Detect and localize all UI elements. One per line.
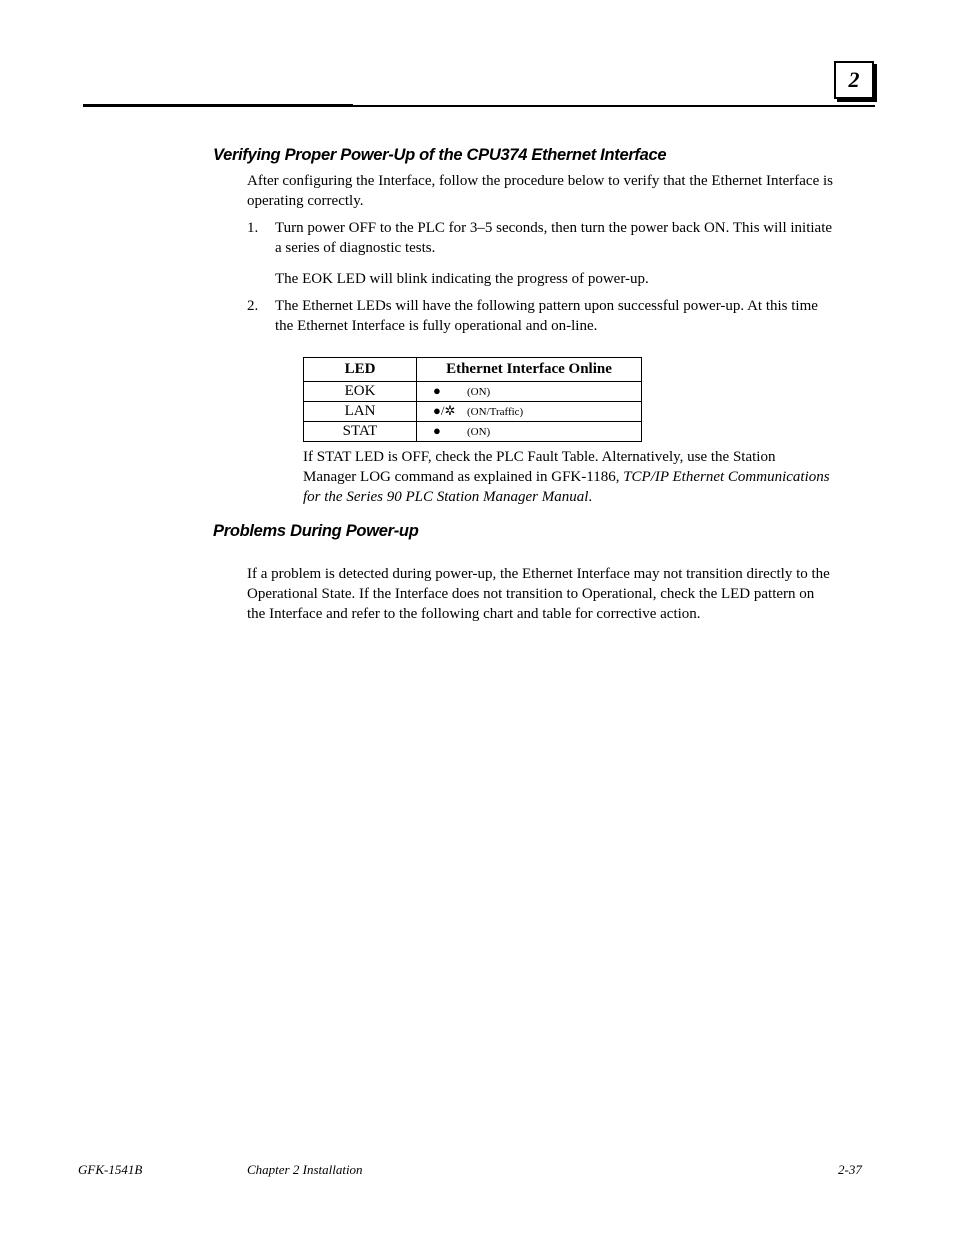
step-1-line-2: a series of diagnostic tests. (275, 240, 436, 256)
header-rule-accent (83, 104, 353, 107)
intro-line-2: operating correctly. (247, 193, 364, 209)
led-state-cell (417, 382, 642, 402)
step-1-line-1: Turn power OFF to the PLC for 3–5 seconds, then turn the power back ON. This will initiate (275, 220, 833, 236)
step-2-text (275, 296, 818, 336)
led-state: (ON/Traffic) (467, 406, 524, 418)
led-state: (ON) (467, 386, 491, 398)
footer-doc-id: GFK-1541B (78, 1162, 143, 1177)
intro-paragraph (247, 171, 833, 211)
footer-chapter: Chapter 2 Installation (247, 1162, 363, 1177)
stat-line-2: Manager LOG command as explained in GFK-1186, (303, 469, 624, 485)
led-name: LAN (304, 402, 417, 422)
section-heading-problems: Problems During Power-up (213, 522, 419, 540)
table-row (304, 382, 642, 402)
led-name: STAT (304, 422, 417, 442)
stat-led-paragraph (303, 447, 830, 507)
section-heading-power-up: Verifying Proper Power-Up of the CPU374 Ethernet Interface (213, 146, 667, 164)
problems-line-2: Operational State. If the Interface does not transition to Operational, check the LED pattern on (247, 586, 815, 602)
led-state-cell (417, 402, 642, 422)
intro-line-1: After configuring the Interface, follow the procedure below to verify that the Ethernet Interface is (247, 173, 833, 189)
header-ethernet-online: Ethernet Interface Online (417, 358, 642, 382)
table-row (304, 402, 642, 422)
led-name: EOK (304, 382, 417, 402)
manual-title-part-1: TCP/IP Ethernet Communications (623, 469, 830, 485)
chapter-number-box: 2 (834, 61, 874, 99)
manual-title-part-2: for the Series 90 PLC Station Manager Manual (303, 489, 589, 505)
step-2-line-1: The Ethernet LEDs will have the following pattern upon successful power-up. At this time (275, 298, 818, 314)
led-state-cell (417, 422, 642, 442)
led-on-icon: ● (433, 383, 441, 398)
problems-line-1: If a problem is detected during power-up, the Ethernet Interface may not transition directly to the (247, 566, 830, 582)
problems-line-3: the Interface and refer to the following chart and table for corrective action. (247, 606, 701, 622)
step-1-number: 1. (247, 220, 259, 236)
header-led: LED (304, 358, 417, 382)
problems-paragraph (247, 564, 830, 624)
footer-page-number: 2-37 (838, 1162, 862, 1177)
step-1-text (275, 218, 832, 258)
led-on-icon: ● (433, 423, 441, 438)
step-2-number: 2. (247, 298, 259, 314)
led-state: (ON) (467, 426, 491, 438)
stat-line-end: . (588, 489, 593, 505)
step-1-note: The EOK LED will blink indicating the progress of power-up. (275, 271, 649, 287)
step-2-line-2: the Ethernet Interface is fully operational and on-line. (275, 318, 598, 334)
table-row (304, 422, 642, 442)
stat-line-1: If STAT LED is OFF, check the PLC Fault Table. Alternatively, use the Station (303, 449, 776, 465)
table-header-row (304, 358, 642, 382)
led-traffic-icon: ●/✲ (433, 403, 456, 418)
led-status-table (303, 357, 642, 442)
